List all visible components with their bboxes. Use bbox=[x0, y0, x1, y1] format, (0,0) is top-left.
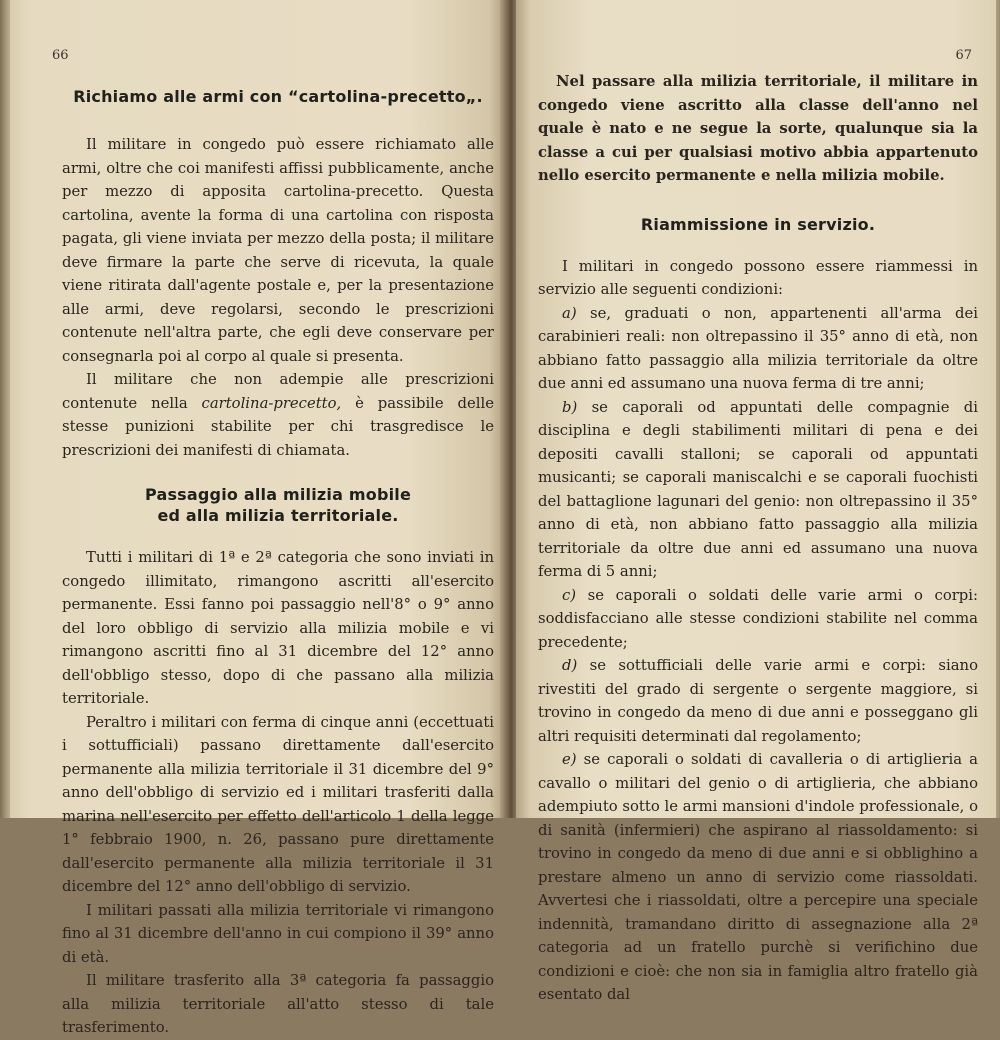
item-c-label: c) bbox=[562, 586, 577, 604]
right-page bbox=[516, 0, 996, 1003]
heading-passaggio-line1: Passaggio alla milizia mobile bbox=[144, 485, 412, 504]
left-page bbox=[10, 0, 504, 1036]
paragraph-punizioni: Il militare che non adempie alle prescrizioni contenute nella cartolina-precetto, è passibile delle stesse punizioni stabilite per chi trasgredisce le prescrizioni dei manifesti di chiamata. bbox=[62, 371, 494, 459]
item-e-label: e) bbox=[562, 751, 577, 768]
paragraph-terza-categoria: Il militare trasferito alla 3ª categoria fa passaggio alla milizia territoriale all'atto stesso di tale trasferimento. bbox=[62, 972, 494, 1036]
italic-term: cartolina-precetto, bbox=[201, 394, 342, 412]
item-d-label: d) bbox=[562, 657, 578, 674]
heading-richiamo: Richiamo alle armi con “cartolina-precetto„. bbox=[73, 87, 483, 106]
list-item-c: c) se caporali o soldati delle varie armi o corpi: soddisfacciano alle stesse condizioni stabilite nel comma precedente; bbox=[538, 586, 978, 651]
bold-paragraph-container bbox=[538, 70, 978, 188]
page-number-right: 67 bbox=[955, 48, 972, 63]
list-item-a: a) se, graduati o non, appartenenti all'arma dei carabinieri reali: non oltrepassino il 35° anno di età, non abbiano fatto passaggio alla milizia territoriale da oltre due anni ed assumano una nuova ferma di tre anni; bbox=[538, 304, 978, 392]
paragraph-categorie: Tutti i militari di 1ª e 2ª categoria che sono inviati in congedo illimitato, rimangono ascritti all'esercito permanente. Essi fanno poi passaggio nell'8° o 9° anno del loro obbligo di servizio alla milizia mobile e vi rimangono ascritti fino al 31 dicembre del 12° anno dell'obbligo stesso, dopo di che passano alla milizia territoriale. bbox=[62, 549, 494, 707]
paragraph-ferma-cinque-anni: Peraltro i militari con ferma di cinque anni (eccettuati i sottufficiali) passano direttamente dall'esercito permanente alla milizia territoriale il 31 dicembre del 9° anno dell'obbligo di servizio ed i militari trasferiti dalla marina nell'esercito per effetto dell'articolo 1 della legge 1° febbraio 1900, n. 26, passano pure direttamente dall'esercito permanente alla milizia territoriale il 31 dicembre del 12° anno dell'obbligo di servizio. bbox=[62, 713, 494, 895]
heading-passaggio-line2: ed alla milizia territoriale. bbox=[157, 506, 399, 525]
list-item-b: b) se caporali od appuntati delle compagnie di disciplina e degli stabilimenti militari di pena e dei depositi cavalli stalloni; se caporali od appuntati musicanti; se caporali maniscalchi e se caporali fuochisti del battaglione lagunari del genio: non oltrepassino il 35° anno di età, non abbiano fatto passaggio alla milizia territoriale da oltre due anni ed assumano una nuova ferma di 5 anni; bbox=[538, 398, 978, 580]
paragraph-cartolina: Il militare in congedo può essere richiamato alle armi, oltre che coi manifesti affissi pubblicamente, anche per mezzo di apposita cartolina-precetto. Questa cartolina, avente la forma di una cartolina con risposta pagata, gli viene inviata per mezzo della posta; il militare deve firmare la parte che serve di ricevuta, la quale viene ritirata dall'agente postale e, per la presentazione alle armi, deve regolarsi, secondo le prescrizioni contenute nell'altra parte, che egli deve conservare per consegnarla poi al corpo al quale si presenta. bbox=[62, 136, 494, 365]
right-page-body bbox=[538, 70, 978, 1007]
heading-riammissione: Riammissione in servizio. bbox=[640, 214, 876, 234]
list-item-d: d) se sottufficiali delle varie armi e corpi: siano rivestiti del grado di sergente o sergente maggiore, si trovino in congedo da meno di due anni e posseggano gli altri requisiti determinati dal regolamento; bbox=[538, 657, 978, 745]
item-a-label: a) bbox=[562, 304, 577, 322]
item-b-label: b) bbox=[562, 398, 578, 416]
heading-passaggio bbox=[62, 484, 494, 526]
page-number-left: 66 bbox=[52, 48, 69, 63]
left-page-body bbox=[62, 86, 494, 1040]
paragraph-territoriale-eta: I militari passati alla milizia territoriale vi rimangono fino al 31 dicembre dell'anno in cui compiono il 39° anno di età. bbox=[62, 901, 494, 966]
paragraph-intro-condizioni: I militari in congedo possono essere riammessi in servizio alle seguenti condizioni: bbox=[538, 257, 978, 298]
paragraph-bold-classe: Nel passare alla milizia territoriale, il militare in congedo viene ascritto alla classe dell'anno nel quale è nato e ne segue la sorte, qualunque sia la classe a cui per qualsiasi motivo abbia appartenuto nello esercito permanente e nella milizia mobile. bbox=[538, 73, 978, 184]
list-item-e: e) se caporali o soldati di cavalleria o di artiglieria a cavallo o militari del genio o di artiglieria, che abbiano adempiuto sotto le armi mansioni d'indole professionale, o di sanità (infermieri) che aspirano al riassoldamento: si trovino in congedo da meno di due anni e si obblighino a prestare almeno un anno di servizio come riassoldati. Avvertesi che i riassoldati, oltre a percepire una speciale indennità, tramandano diritto di assegnazione alla 2ª categoria ad un fratello purchè si verifichino due condizioni e cioè: che non sia in famiglia altro fratello già esentato dal bbox=[538, 751, 978, 1003]
